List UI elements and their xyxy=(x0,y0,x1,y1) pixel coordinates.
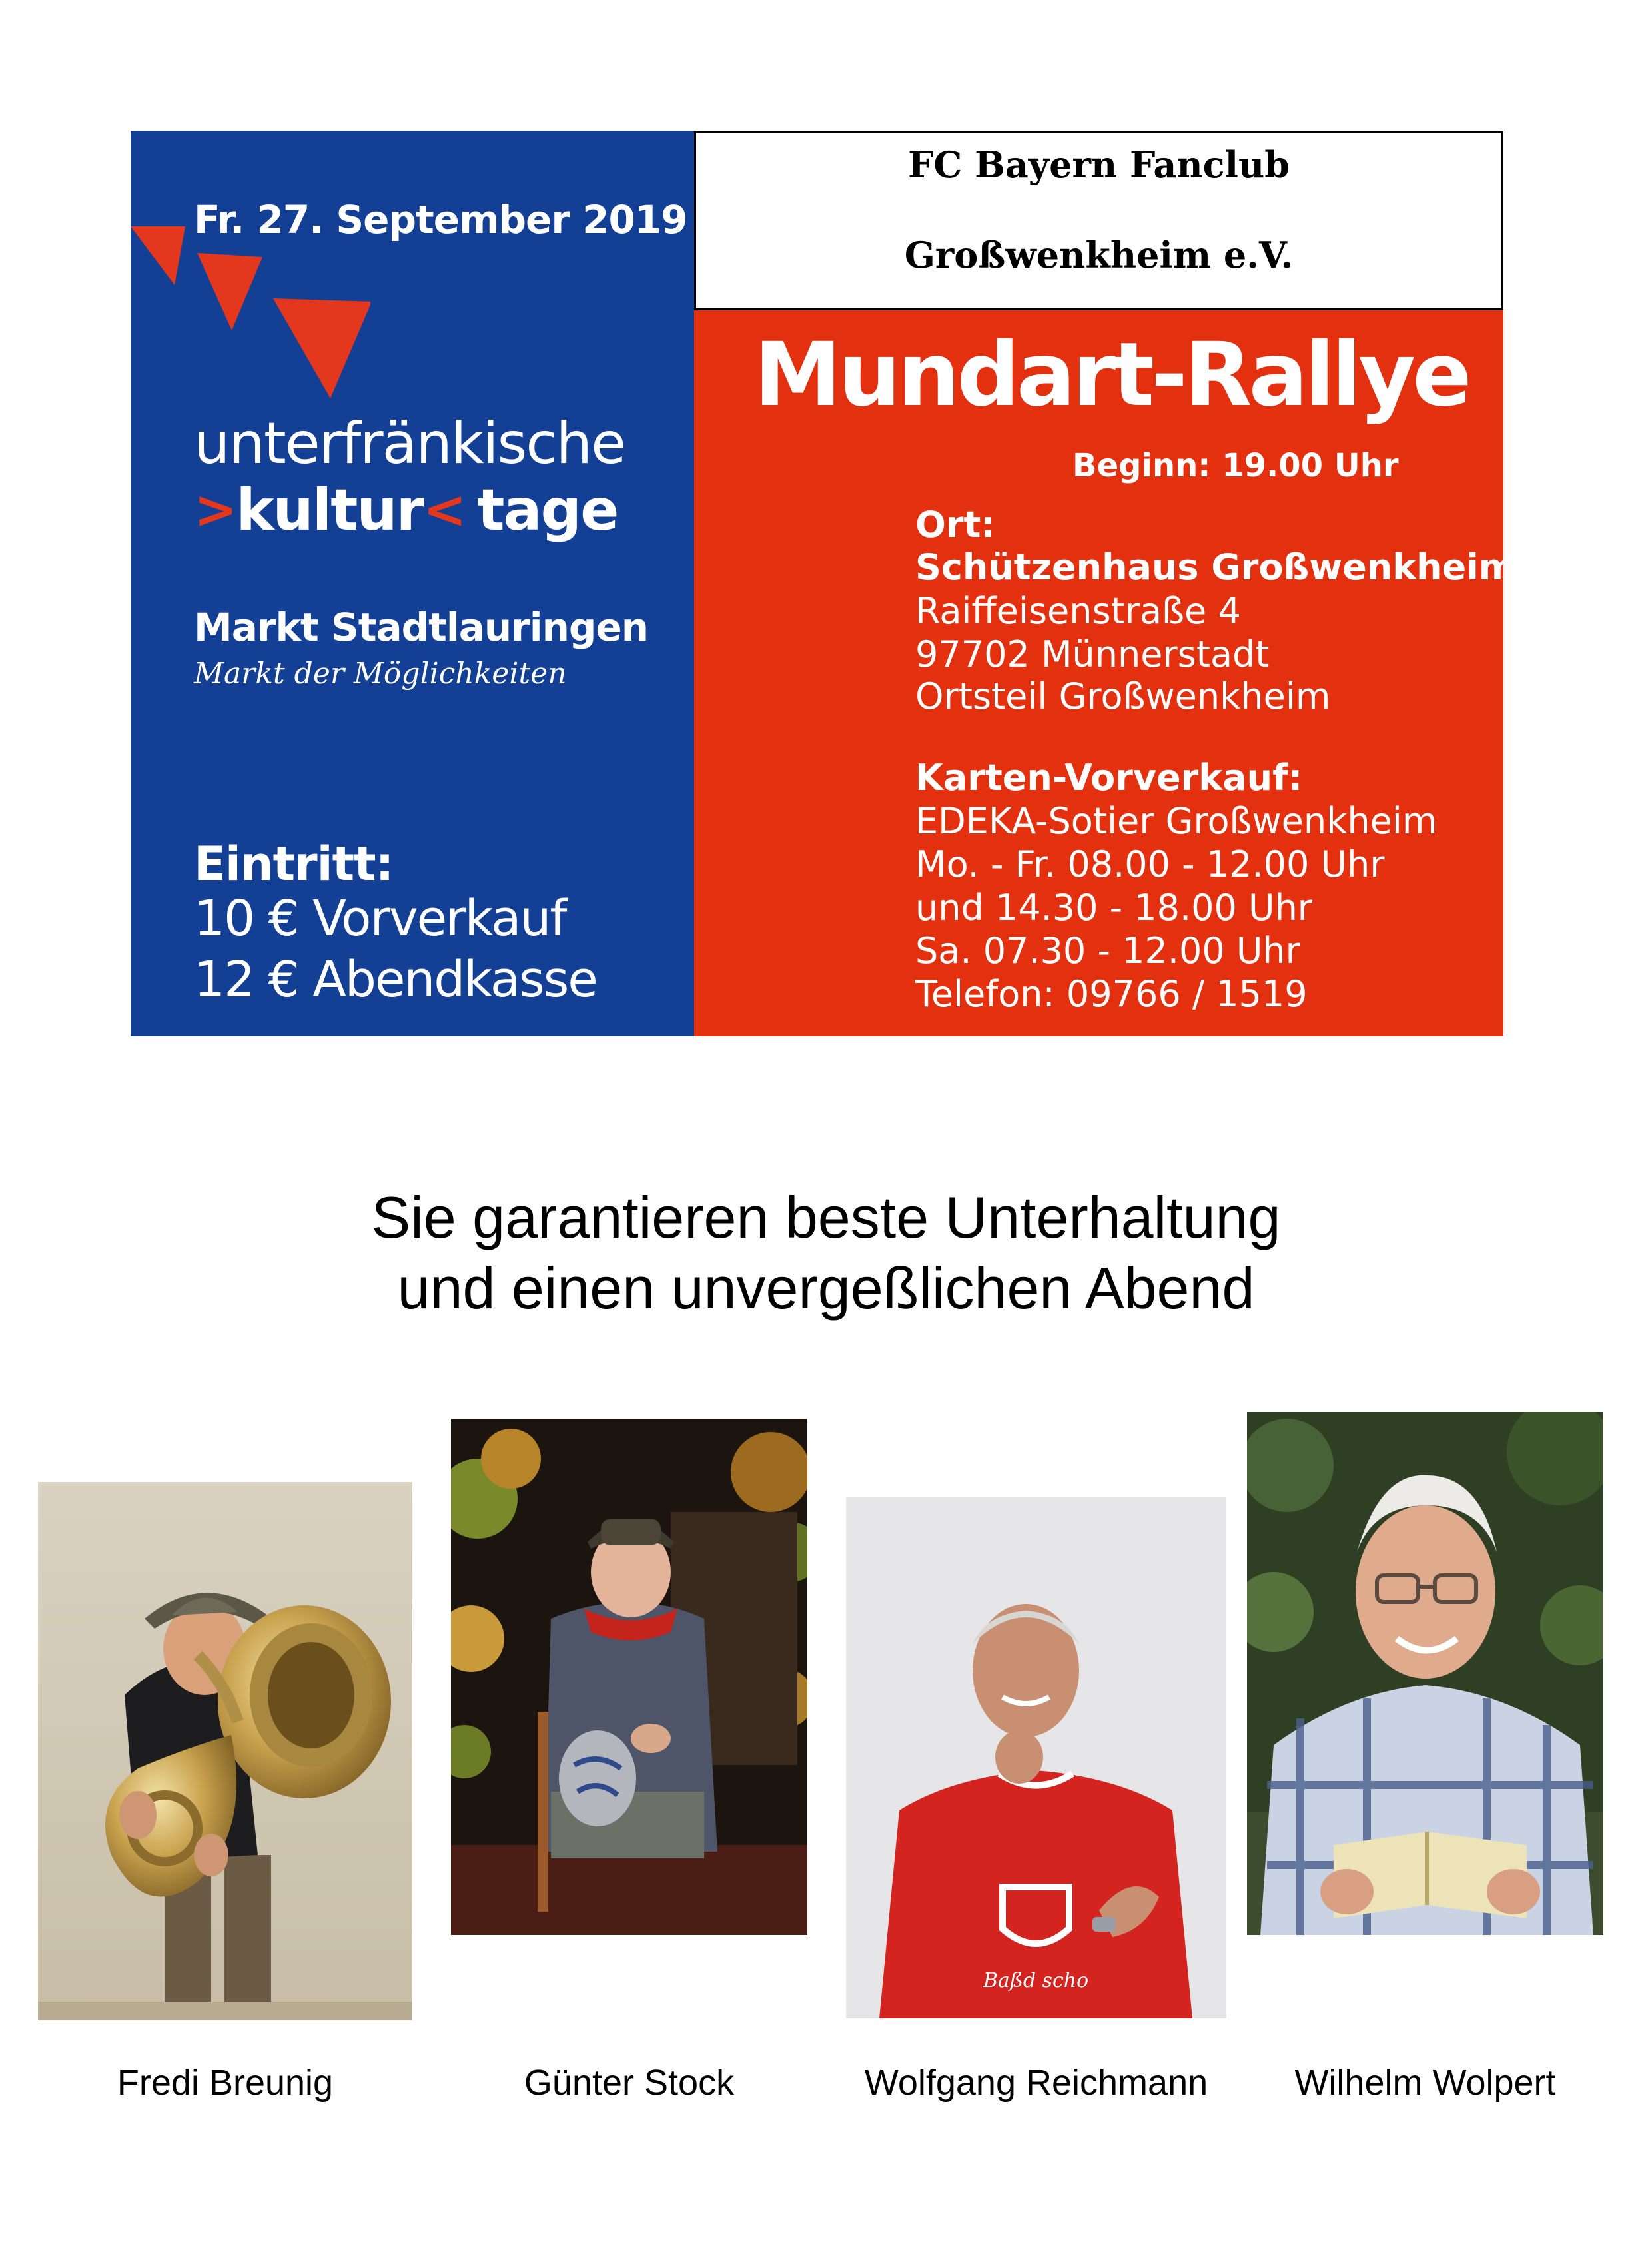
tagline-line-1: Sie garantieren beste Unterhaltung xyxy=(371,1184,1281,1250)
location-label: Ort: xyxy=(915,504,995,546)
tagline xyxy=(0,1182,1652,1323)
event-title: Mundart-Rallye xyxy=(754,324,1469,426)
venue-street: Raiffeisenstraße 4 xyxy=(915,590,1241,632)
performer-name: Wilhelm Wolpert xyxy=(1294,2063,1556,2103)
bunting-flags-icon xyxy=(131,218,370,398)
performer-photo-fredi-breunig xyxy=(38,1482,412,2020)
market-tagline: Markt der Möglichkeiten xyxy=(194,657,567,691)
hours-afternoon: und 14.30 - 18.00 Uhr xyxy=(915,887,1313,929)
brand-line-1: unterfränkische xyxy=(194,410,625,477)
brand-word-kultur: kultur xyxy=(236,477,424,544)
performer-photo-wolfgang-reichmann xyxy=(846,1497,1226,2018)
presale-shop: EDEKA-Sotier Großwenkheim xyxy=(915,800,1438,842)
hours-weekday: Mo. - Fr. 08.00 - 12.00 Uhr xyxy=(915,843,1385,885)
chevron-left-icon: < xyxy=(423,480,466,540)
venue-district: Ortsteil Großwenkheim xyxy=(915,675,1331,717)
performer-name: Wolfgang Reichmann xyxy=(864,2063,1208,2103)
venue-name: Schützenhaus Großwenkheim xyxy=(915,546,1516,588)
shirt-logo-text: Baßd scho xyxy=(983,1969,1089,1992)
bunting-flag xyxy=(131,226,185,285)
market-name: Markt Stadtlauringen xyxy=(194,605,649,650)
performer-photo-wilhelm-wolpert xyxy=(1247,1412,1603,1935)
chevron-right-icon: > xyxy=(194,480,236,540)
club-box xyxy=(694,131,1503,310)
hours-saturday: Sa. 07.30 - 12.00 Uhr xyxy=(915,930,1300,972)
performer-photo-guenter-stock xyxy=(451,1419,807,1935)
phone-number: Telefon: 09766 / 1519 xyxy=(915,973,1308,1015)
performer-name: Günter Stock xyxy=(524,2063,735,2103)
entry-title: Eintritt: xyxy=(194,837,394,891)
bunting-flag xyxy=(273,298,370,398)
event-poster xyxy=(131,131,1516,1036)
presale-price: 10 € Vorverkauf xyxy=(194,890,566,947)
door-price: 12 € Abendkasse xyxy=(194,951,597,1008)
bunting-flag xyxy=(197,253,262,330)
club-name-line-1: FC Bayern Fanclub xyxy=(907,143,1290,186)
brand-line-2 xyxy=(194,477,618,544)
venue-city: 97702 Münnerstadt xyxy=(915,633,1270,675)
kulturtage-panel xyxy=(131,131,694,1036)
performer-name: Fredi Breunig xyxy=(117,2063,334,2103)
event-start: Beginn: 19.00 Uhr xyxy=(1072,447,1399,484)
brand-word-tage: tage xyxy=(477,477,618,544)
event-date: Fr. 27. September 2019 xyxy=(194,197,687,242)
presale-label: Karten-Vorverkauf: xyxy=(915,757,1303,799)
club-name-line-2: Großwenkheim e.V. xyxy=(904,234,1294,276)
event-info-panel xyxy=(694,310,1516,1036)
tagline-line-2: und einen unvergeßlichen Abend xyxy=(397,1255,1255,1321)
